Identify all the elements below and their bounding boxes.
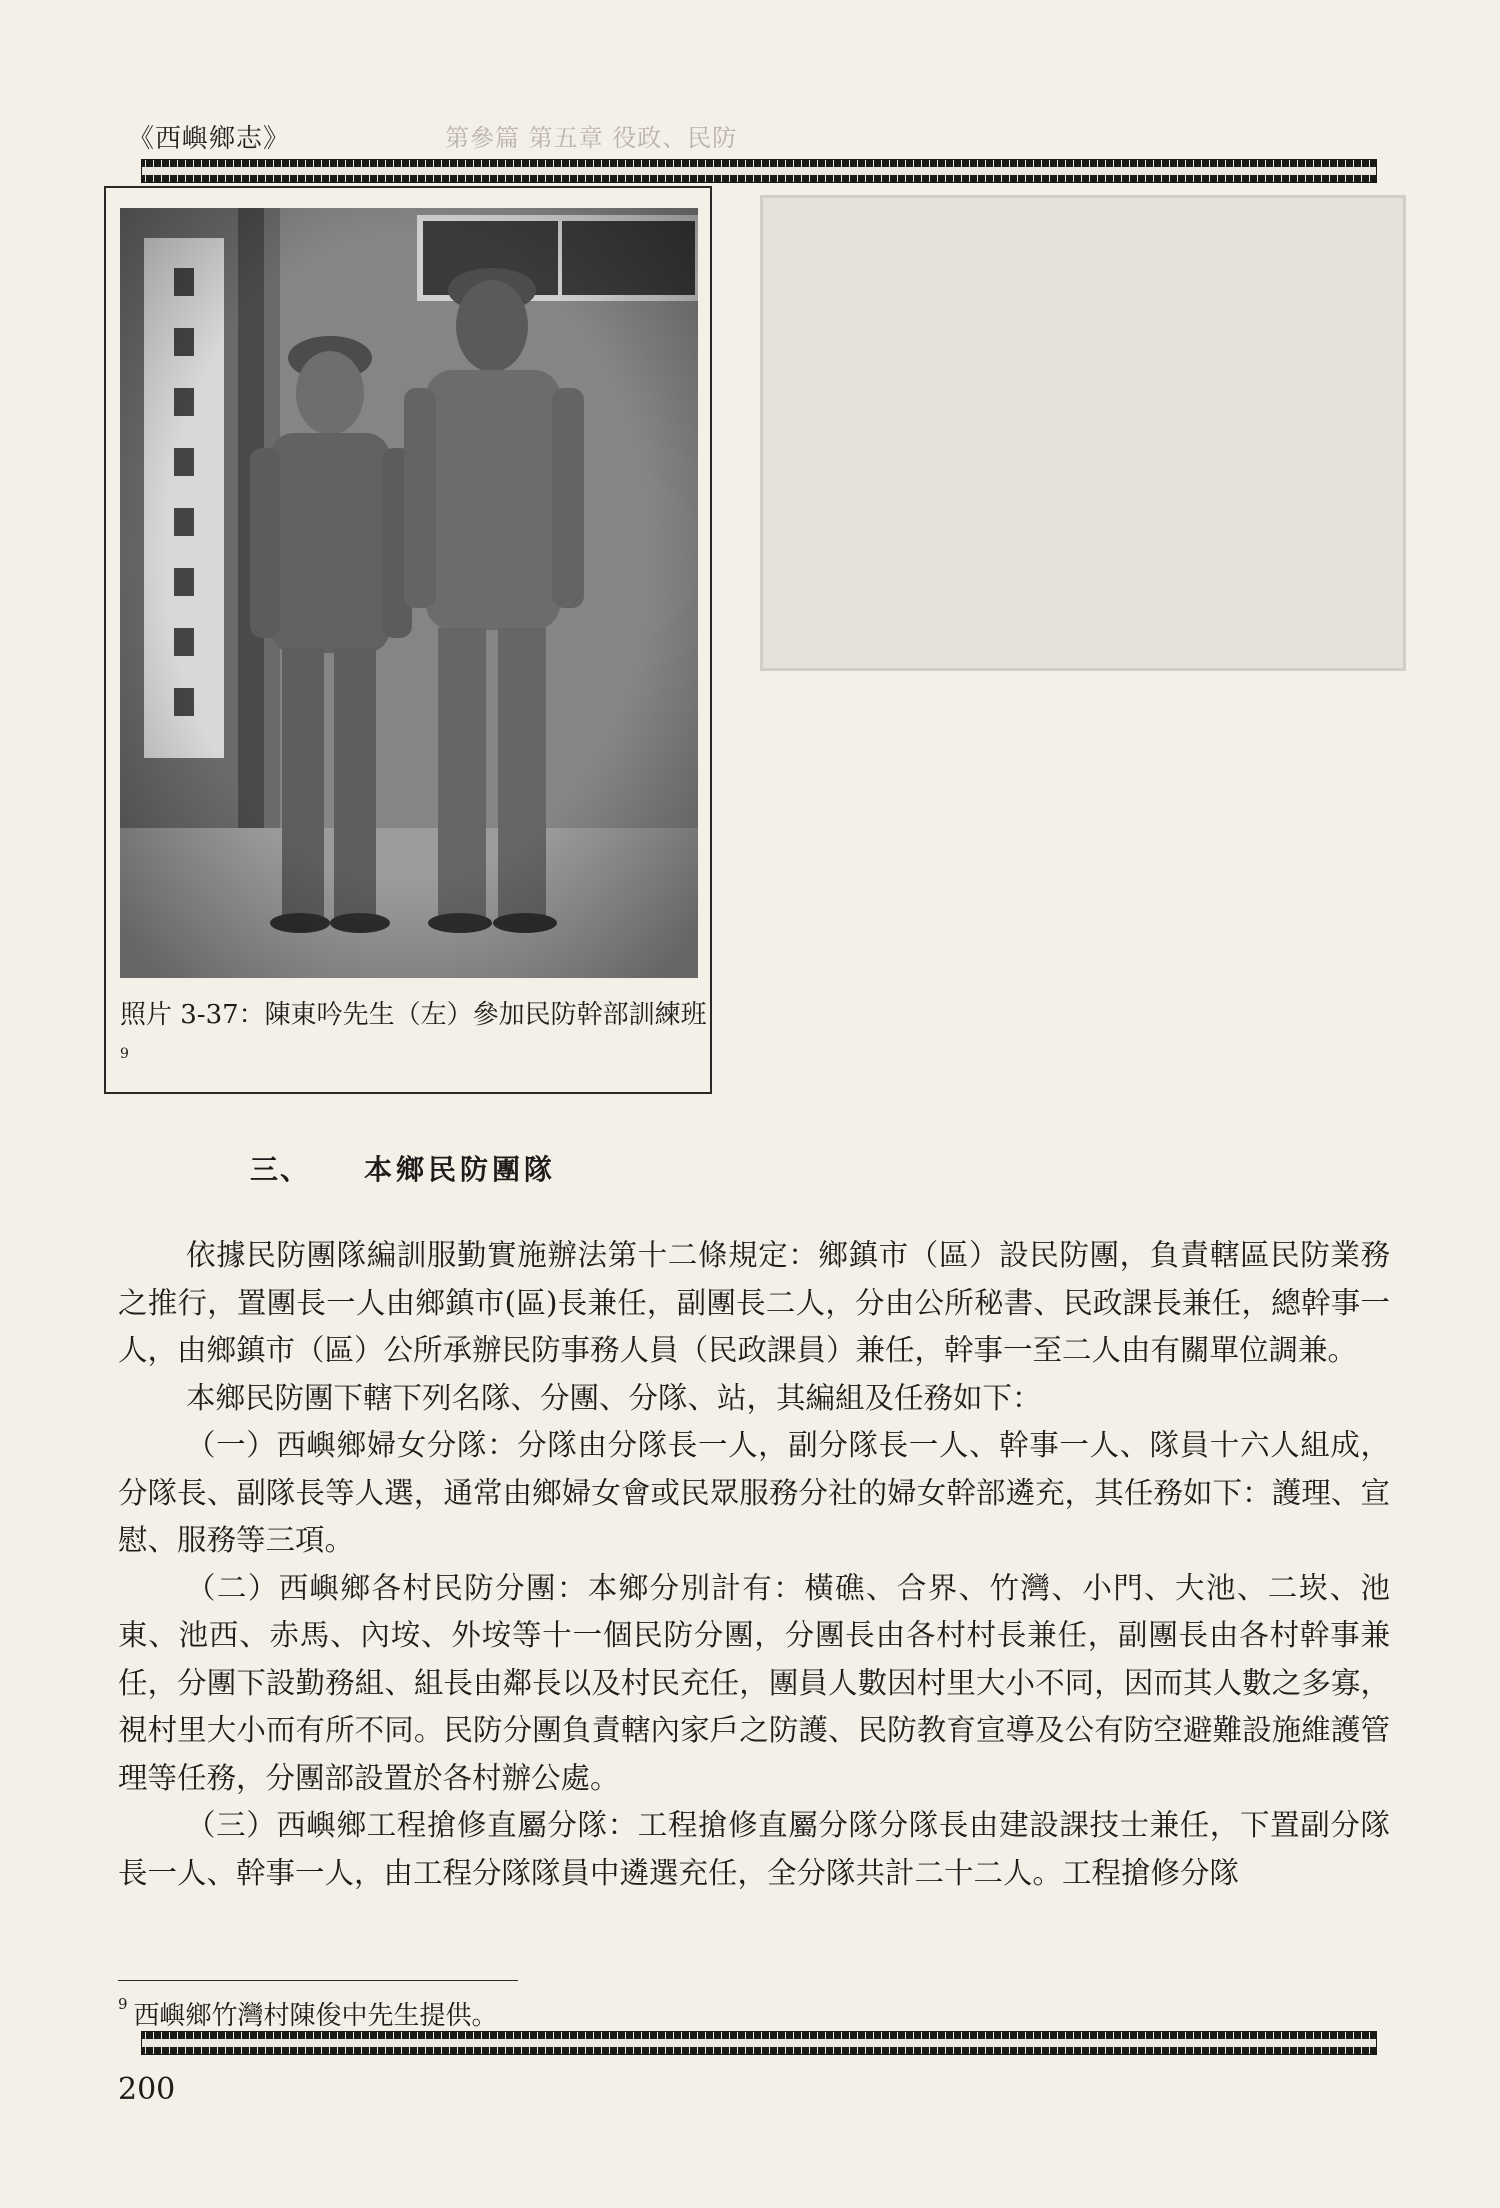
decorative-border-bottom [142, 2032, 1376, 2054]
photo-two-men-in-uniform [120, 208, 698, 978]
decorative-border-top [142, 160, 1376, 182]
paragraph-3: （一）西嶼鄉婦女分隊：分隊由分隊長一人，副分隊長一人、幹事一人、隊員十六人組成，分隊長、副隊長等人選，通常由鄉婦女會或民眾服務分社的婦女幹部遴充，其任務如下：護理、宣慰、服務等三項。 [118, 1428, 1390, 1557]
footnote-rule [118, 1980, 518, 1981]
running-head-faded: 第參篇 第五章 役政、民防 [445, 124, 738, 152]
footnote-text: 西嶼鄉竹灣村陳俊中先生提供。 [133, 2001, 498, 2031]
photo-caption: 照片 3-37：陳東吟先生（左）參加民防幹部訓練班 [120, 1000, 707, 1030]
page-number: 200 [118, 2072, 176, 2107]
footnote-marker: 9 [118, 1995, 128, 2013]
photo-figure [104, 186, 712, 1094]
section-title: 本鄉民防團隊 [364, 1153, 557, 1186]
paragraph-2: 本鄉民防團下轄下列名隊、分團、分隊、站，其編組及任務如下： [186, 1380, 1042, 1415]
section-number: 三、 [250, 1153, 311, 1186]
paragraph-5: （三）西嶼鄉工程搶修直屬分隊：工程搶修直屬分隊分隊長由建設課技士兼任，下置副分隊長一人、幹事一人，由工程分隊隊員中遴選充任，全分隊共計二十二人。工程搶修分隊 [118, 1808, 1390, 1890]
caption-footnote-marker: 9 [120, 1046, 129, 1062]
section-heading [250, 1148, 556, 1188]
paragraph-4: （二）西嶼鄉各村民防分團：本鄉分別計有：橫礁、合界、竹灣、小門、大池、二崁、池東、池西、赤馬、內垵、外垵等十一個民防分團，分團長由各村村長兼任，副團長由各村幹事兼任，分團下設勤務組、組長由鄰長以及村民充任，團員人數因村里大小不同，因而其人數之多寡，視村里大小而有所不同。民防分團負責轄內家戶之防護、民防教育宣導及公有防空避難設施維護管理等任務，分團部設置於各村辦公處。 [118, 1570, 1390, 1795]
body-text [118, 1232, 1390, 1897]
photo-illustration [120, 208, 698, 978]
bleed-through-shadow [760, 195, 1406, 671]
footnote [118, 1995, 498, 2032]
running-head-book-title: 《西嶼鄉志》 [128, 124, 291, 154]
paragraph-1: 依據民防團隊編訓服勤實施辦法第十二條規定：鄉鎮市（區）設民防團，負責轄區民防業務之推行，置團長一人由鄉鎮市(區)長兼任，副團長二人，分由公所秘書、民政課長兼任，總幹事一人，由鄉鎮市（區）公所承辦民防事務人員（民政課員）兼任，幹事一至二人由有關單位調兼。 [118, 1238, 1390, 1367]
